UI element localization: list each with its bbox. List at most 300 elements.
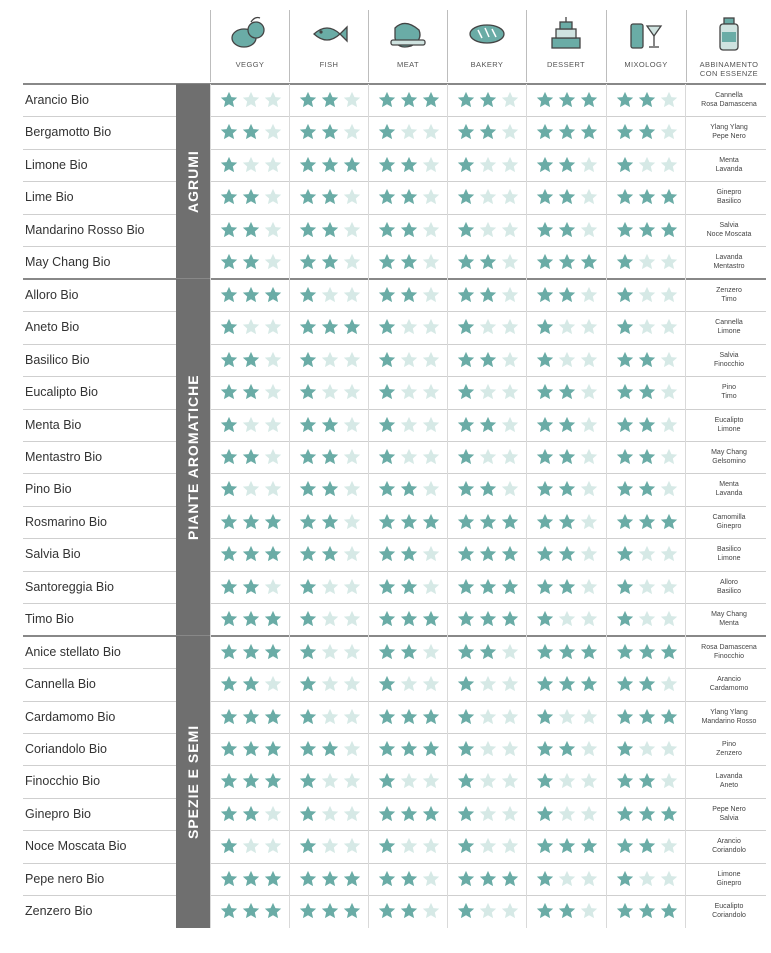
pairing-header-line1: ABBINAMENTO <box>699 60 759 69</box>
star-empty-shape <box>581 546 597 561</box>
star-empty-shape <box>502 416 518 431</box>
pairing-essence: Salvia <box>719 221 739 229</box>
star-empty-shape <box>661 838 677 853</box>
star-filled-icon <box>557 187 577 207</box>
rating-veggy <box>219 577 283 597</box>
rating-mixology <box>615 544 679 564</box>
rating-bakery <box>456 836 520 856</box>
star-filled-icon <box>399 285 419 305</box>
pairing-essences <box>687 675 771 693</box>
rating-veggy <box>219 544 283 564</box>
star-filled-shape <box>661 708 677 723</box>
rating-veggy <box>219 382 283 402</box>
star-empty-icon <box>263 577 283 597</box>
star-filled-shape <box>617 773 633 788</box>
rating-dessert <box>535 707 599 727</box>
star-filled-shape <box>537 481 553 496</box>
rating-veggy <box>219 220 283 240</box>
star-filled-shape <box>401 92 417 107</box>
star-filled-shape <box>559 676 575 691</box>
star-filled-shape <box>458 708 474 723</box>
star-empty-shape <box>265 449 281 464</box>
rating-meat <box>377 836 441 856</box>
rating-veggy <box>219 187 283 207</box>
star-empty-icon <box>500 804 520 824</box>
star-filled-shape <box>344 903 360 918</box>
pairing-essence: Basilico <box>716 198 742 206</box>
star-filled-icon <box>557 512 577 532</box>
star-empty-icon <box>241 317 261 337</box>
rating-veggy <box>219 869 283 889</box>
star-empty-icon <box>637 252 657 272</box>
category-icon-wrap <box>625 14 667 59</box>
rating-mixology <box>615 90 679 110</box>
star-filled-shape <box>537 676 553 691</box>
star-filled-icon <box>478 512 498 532</box>
star-filled-icon <box>320 155 340 175</box>
rating-bakery <box>456 317 520 337</box>
star-empty-icon <box>320 804 340 824</box>
star-empty-icon <box>478 674 498 694</box>
star-empty-icon <box>579 512 599 532</box>
star-filled-icon <box>615 155 635 175</box>
rating-fish <box>298 836 362 856</box>
pairing-essences <box>687 448 771 466</box>
star-filled-icon <box>615 901 635 921</box>
star-filled-icon <box>377 609 397 629</box>
star-empty-shape <box>344 741 360 756</box>
star-filled-shape <box>458 643 474 658</box>
star-empty-icon <box>579 350 599 370</box>
star-filled-shape <box>221 741 237 756</box>
star-empty-shape <box>243 481 259 496</box>
rating-veggy <box>219 447 283 467</box>
star-filled-shape <box>300 189 316 204</box>
star-empty-shape <box>265 838 281 853</box>
star-filled-shape <box>243 384 259 399</box>
star-empty-shape <box>344 416 360 431</box>
star-filled-icon <box>298 836 318 856</box>
rating-dessert <box>535 285 599 305</box>
bread-icon <box>466 14 508 54</box>
rating-dessert <box>535 415 599 435</box>
star-filled-icon <box>320 252 340 272</box>
star-filled-icon <box>478 544 498 564</box>
star-filled-shape <box>300 903 316 918</box>
pairing-essence: Limone <box>717 328 741 336</box>
star-empty-shape <box>581 481 597 496</box>
rating-mixology <box>615 804 679 824</box>
star-filled-shape <box>300 254 316 269</box>
rating-veggy <box>219 512 283 532</box>
rating-meat <box>377 187 441 207</box>
rating-veggy <box>219 285 283 305</box>
rating-bakery <box>456 544 520 564</box>
ingredient-name: Pepe nero Bio <box>25 871 105 886</box>
star-empty-shape <box>559 708 575 723</box>
star-filled-icon <box>219 642 239 662</box>
star-empty-shape <box>581 416 597 431</box>
star-filled-icon <box>377 771 397 791</box>
star-filled-shape <box>537 741 553 756</box>
star-filled-icon <box>557 901 577 921</box>
rating-meat <box>377 285 441 305</box>
rating-fish <box>298 317 362 337</box>
star-filled-shape <box>221 838 237 853</box>
star-empty-shape <box>639 741 655 756</box>
star-filled-shape <box>300 384 316 399</box>
star-empty-icon <box>263 122 283 142</box>
star-filled-shape <box>559 579 575 594</box>
star-empty-shape <box>344 806 360 821</box>
star-filled-icon <box>298 479 318 499</box>
star-empty-icon <box>478 804 498 824</box>
star-filled-icon <box>377 479 397 499</box>
pairing-essence: Lavanda <box>715 490 743 498</box>
star-filled-icon <box>298 642 318 662</box>
star-empty-icon <box>320 674 340 694</box>
star-empty-icon <box>557 804 577 824</box>
star-filled-icon <box>637 479 657 499</box>
star-empty-icon <box>421 674 441 694</box>
star-filled-shape <box>480 546 496 561</box>
star-filled-shape <box>559 546 575 561</box>
star-empty-icon <box>478 739 498 759</box>
rating-bakery <box>456 285 520 305</box>
star-filled-icon <box>637 836 657 856</box>
star-empty-icon <box>421 382 441 402</box>
star-filled-shape <box>322 741 338 756</box>
star-empty-icon <box>399 447 419 467</box>
star-empty-shape <box>344 838 360 853</box>
star-filled-icon <box>219 382 239 402</box>
star-empty-icon <box>579 479 599 499</box>
star-filled-shape <box>401 871 417 886</box>
pairing-essence: Coriandolo <box>712 912 746 920</box>
star-filled-shape <box>480 579 496 594</box>
star-empty-shape <box>401 384 417 399</box>
star-filled-icon <box>377 252 397 272</box>
star-filled-shape <box>458 416 474 431</box>
star-empty-shape <box>480 676 496 691</box>
pairing-essence: Rosa Damascena <box>701 101 757 108</box>
star-empty-shape <box>661 254 677 269</box>
star-filled-shape <box>379 741 395 756</box>
pairing-essence: Menta <box>719 481 739 489</box>
star-filled-shape <box>243 222 259 237</box>
star-empty-icon <box>320 609 340 629</box>
star-filled-icon <box>320 90 340 110</box>
star-empty-icon <box>320 707 340 727</box>
star-filled-icon <box>535 512 555 532</box>
ingredient-name: Ginepro Bio <box>25 806 92 821</box>
star-filled-icon <box>535 285 555 305</box>
star-empty-shape <box>502 92 518 107</box>
star-filled-shape <box>458 611 474 626</box>
star-filled-icon <box>399 220 419 240</box>
pairing-essence: Gelsomino <box>712 457 746 465</box>
star-filled-icon <box>478 350 498 370</box>
star-empty-shape <box>423 773 439 788</box>
rating-bakery <box>456 869 520 889</box>
rating-fish <box>298 901 362 921</box>
star-filled-shape <box>300 319 316 334</box>
star-empty-icon <box>342 90 362 110</box>
star-empty-shape <box>344 222 360 237</box>
star-filled-shape <box>379 579 395 594</box>
star-empty-icon <box>579 901 599 921</box>
star-empty-shape <box>559 871 575 886</box>
star-empty-shape <box>265 384 281 399</box>
star-filled-icon <box>615 90 635 110</box>
pairing-essence: Zenzero <box>716 750 742 757</box>
star-empty-shape <box>423 546 439 561</box>
star-empty-shape <box>265 319 281 334</box>
star-filled-icon <box>241 187 261 207</box>
star-empty-shape <box>639 579 655 594</box>
star-filled-icon <box>478 90 498 110</box>
star-empty-shape <box>581 287 597 302</box>
star-filled-icon <box>535 317 555 337</box>
star-filled-shape <box>537 806 553 821</box>
rating-dessert <box>535 901 599 921</box>
star-empty-icon <box>659 317 679 337</box>
star-filled-icon <box>557 544 577 564</box>
star-empty-icon <box>320 577 340 597</box>
rating-mixology <box>615 187 679 207</box>
star-filled-shape <box>300 416 316 431</box>
pairing-essence: Cannella <box>715 92 743 99</box>
star-empty-icon <box>579 187 599 207</box>
star-filled-shape <box>379 481 395 496</box>
pairing-essence: Ylang Ylang <box>710 124 748 132</box>
star-filled-shape <box>458 92 474 107</box>
star-empty-shape <box>401 351 417 366</box>
star-filled-shape <box>221 92 237 107</box>
star-filled-shape <box>458 546 474 561</box>
star-empty-shape <box>639 157 655 172</box>
pairing-essence: Ginepro <box>716 189 742 197</box>
star-filled-icon <box>456 350 476 370</box>
star-empty-shape <box>423 124 439 139</box>
star-empty-icon <box>241 479 261 499</box>
rating-bakery <box>456 155 520 175</box>
star-filled-shape <box>265 643 281 658</box>
rating-fish <box>298 382 362 402</box>
star-filled-icon <box>377 382 397 402</box>
star-filled-icon <box>615 577 635 597</box>
star-filled-shape <box>401 643 417 658</box>
rating-veggy <box>219 609 283 629</box>
star-empty-icon <box>263 187 283 207</box>
star-filled-shape <box>537 449 553 464</box>
star-empty-icon <box>342 220 362 240</box>
rating-fish <box>298 415 362 435</box>
star-filled-icon <box>219 674 239 694</box>
star-empty-shape <box>502 254 518 269</box>
star-filled-icon <box>456 447 476 467</box>
star-filled-shape <box>617 384 633 399</box>
star-filled-icon <box>535 544 555 564</box>
star-filled-shape <box>401 611 417 626</box>
star-filled-icon <box>456 479 476 499</box>
star-empty-icon <box>500 674 520 694</box>
star-empty-shape <box>639 287 655 302</box>
star-filled-icon <box>478 869 498 889</box>
star-filled-icon <box>219 901 239 921</box>
rating-bakery <box>456 674 520 694</box>
star-filled-icon <box>659 901 679 921</box>
rating-fish <box>298 869 362 889</box>
rating-bakery <box>456 804 520 824</box>
star-empty-icon <box>659 739 679 759</box>
star-empty-shape <box>344 643 360 658</box>
star-empty-icon <box>500 739 520 759</box>
rating-fish <box>298 577 362 597</box>
star-filled-shape <box>423 741 439 756</box>
star-empty-icon <box>478 317 498 337</box>
star-empty-icon <box>421 771 441 791</box>
star-filled-shape <box>265 773 281 788</box>
star-filled-shape <box>379 708 395 723</box>
star-empty-icon <box>579 739 599 759</box>
star-filled-shape <box>243 449 259 464</box>
star-filled-icon <box>377 447 397 467</box>
star-filled-shape <box>243 546 259 561</box>
rating-dessert <box>535 122 599 142</box>
star-filled-shape <box>559 287 575 302</box>
star-filled-icon <box>456 577 476 597</box>
star-empty-icon <box>342 415 362 435</box>
pairing-essences <box>687 351 771 369</box>
star-filled-icon <box>219 317 239 337</box>
pairing-essence: Pepe Nero <box>712 805 746 813</box>
rating-dessert <box>535 674 599 694</box>
group-band <box>176 84 210 278</box>
star-empty-shape <box>344 773 360 788</box>
star-filled-shape <box>537 254 553 269</box>
category-icon-wrap <box>466 14 508 59</box>
star-empty-icon <box>478 187 498 207</box>
star-filled-icon <box>421 90 441 110</box>
category-header-fish <box>289 10 368 82</box>
star-filled-shape <box>537 514 553 529</box>
star-empty-shape <box>423 416 439 431</box>
star-empty-icon <box>478 220 498 240</box>
star-filled-shape <box>581 643 597 658</box>
star-filled-icon <box>320 544 340 564</box>
star-empty-shape <box>265 157 281 172</box>
star-filled-icon <box>535 350 555 370</box>
star-empty-shape <box>661 351 677 366</box>
star-filled-icon <box>377 739 397 759</box>
star-filled-shape <box>537 416 553 431</box>
star-filled-shape <box>401 546 417 561</box>
star-empty-shape <box>559 351 575 366</box>
star-filled-shape <box>221 806 237 821</box>
star-filled-shape <box>617 676 633 691</box>
star-empty-shape <box>344 124 360 139</box>
star-filled-shape <box>581 124 597 139</box>
star-empty-shape <box>423 384 439 399</box>
star-empty-icon <box>659 771 679 791</box>
star-filled-shape <box>537 903 553 918</box>
star-empty-icon <box>263 317 283 337</box>
star-filled-icon <box>557 836 577 856</box>
pairing-essences <box>687 870 771 888</box>
ingredient-name: Zenzero Bio <box>25 904 93 919</box>
star-empty-shape <box>322 611 338 626</box>
star-empty-shape <box>344 708 360 723</box>
star-filled-icon <box>535 122 555 142</box>
star-empty-icon <box>399 122 419 142</box>
pairing-essence: Arancio <box>717 676 741 684</box>
star-filled-shape <box>221 579 237 594</box>
star-filled-icon <box>298 577 318 597</box>
star-empty-icon <box>500 317 520 337</box>
rating-veggy <box>219 415 283 435</box>
star-filled-shape <box>221 319 237 334</box>
star-empty-shape <box>581 157 597 172</box>
star-empty-icon <box>659 285 679 305</box>
star-filled-shape <box>322 319 338 334</box>
rating-fish <box>298 187 362 207</box>
star-filled-shape <box>480 643 496 658</box>
row-divider <box>23 863 766 864</box>
star-filled-icon <box>637 642 657 662</box>
star-filled-shape <box>639 773 655 788</box>
rating-dessert <box>535 382 599 402</box>
star-filled-shape <box>480 124 496 139</box>
star-empty-icon <box>659 382 679 402</box>
star-filled-shape <box>458 351 474 366</box>
star-filled-shape <box>559 838 575 853</box>
pairing-essence: Limone <box>717 870 741 878</box>
star-filled-shape <box>221 773 237 788</box>
star-filled-icon <box>615 187 635 207</box>
star-filled-shape <box>639 351 655 366</box>
pairing-essences <box>687 805 771 823</box>
star-empty-shape <box>423 903 439 918</box>
star-empty-shape <box>502 157 518 172</box>
pairing-essences <box>687 740 771 758</box>
star-filled-icon <box>456 187 476 207</box>
star-empty-shape <box>559 611 575 626</box>
pairing-essences <box>687 772 771 790</box>
star-empty-shape <box>661 741 677 756</box>
star-filled-icon <box>377 804 397 824</box>
star-empty-icon <box>659 577 679 597</box>
star-empty-shape <box>502 838 518 853</box>
pairing-essences <box>687 416 771 434</box>
star-filled-shape <box>322 157 338 172</box>
category-header-dessert <box>526 10 605 82</box>
rating-fish <box>298 739 362 759</box>
star-filled-shape <box>617 254 633 269</box>
star-filled-shape <box>617 157 633 172</box>
star-filled-shape <box>379 222 395 237</box>
star-filled-shape <box>559 124 575 139</box>
star-filled-shape <box>581 254 597 269</box>
star-filled-shape <box>458 481 474 496</box>
pairing-essence: Cannella <box>715 319 743 327</box>
star-empty-shape <box>639 319 655 334</box>
star-filled-icon <box>535 739 555 759</box>
star-filled-shape <box>423 806 439 821</box>
cake-icon <box>545 14 587 54</box>
star-filled-shape <box>617 481 633 496</box>
star-empty-icon <box>659 447 679 467</box>
